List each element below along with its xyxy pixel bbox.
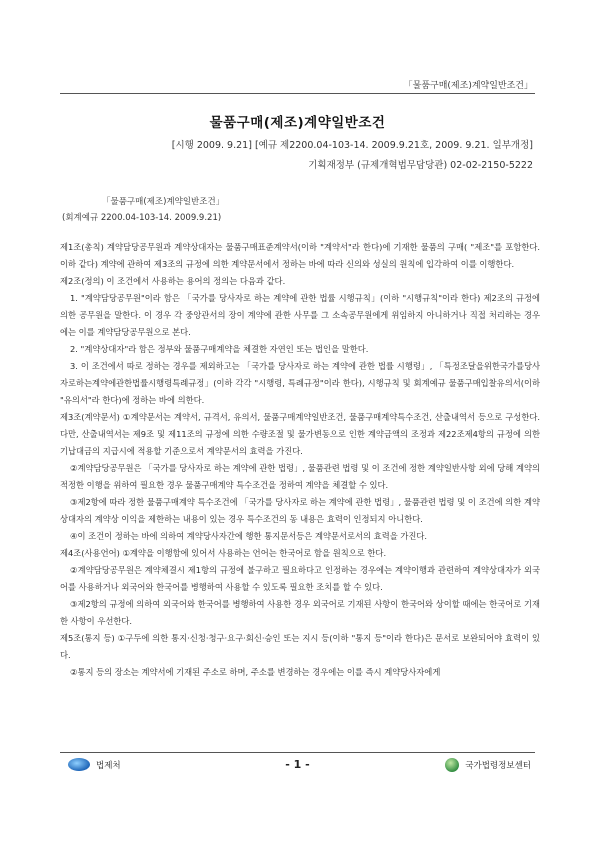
article-3-para-3: ③제2항에 따라 정한 물품구매계약 특수조건에 「국가를 당사자로 하는 계약에 관한 법령」, 물품관련 법령 및 이 조건에 의한 계약상대자의 계약상 이익을 제한하는 내용이 있는 경우 특수조건의 동 내용은 효력이 인정되지 아니한다. xyxy=(60,497,540,524)
footer-right-label: 국가법령정보센터 xyxy=(465,761,531,771)
page-number: - 1 - xyxy=(285,758,310,771)
subtitle-code: (회계예규 2200.04-103-14. 2009.9.21) xyxy=(62,213,222,223)
header-rule xyxy=(60,93,535,94)
subtitle-name: 「물품구매(제조)계약일반조건」 xyxy=(102,197,225,207)
article-5: 제5조(통지 등) ①구두에 의한 통지·신청·청구·요구·회신·승인 또는 지시 등(이하 "통지 등"이라 한다)은 문서로 보완되어야 효력이 있다. xyxy=(60,633,540,660)
footer-right xyxy=(445,758,531,772)
footer-left-label: 법제처 xyxy=(96,760,121,771)
article-3-para-2: ②계약담당공무원은 「국가를 당사자로 하는 계약에 관한 법령」, 물품관련 법령 및 이 조건에 정한 계약일반사항 외에 당해 계약의 적정한 이행을 위하여 필요한 경우 물품구매계약 특수조건을 정하여 계약을 체결할 수 있다. xyxy=(60,463,540,490)
article-4-para-2: ②계약담당공무원은 계약체결시 제1항의 규정에 불구하고 필요하다고 인정하는 경우에는 계약이행과 관련하여 계약상대자가 외국어를 사용하거나 외국어와 한국어를 병행하여 사용할 수 있도록 필요한 조치를 할 수 있다. xyxy=(60,565,540,592)
article-2: 제2조(정의) 이 조건에서 사용하는 용어의 정의는 다음과 같다. xyxy=(60,276,286,286)
header-tag: 「물품구매(제조)계약일반조건」 xyxy=(403,81,533,91)
article-1: 제1조(총칙) 계약담당공무원과 계약상대자는 물품구매표준계약서(이하 "계약서"라 한다)에 기재한 물품의 구매( "제조"를 포함한다. 이하 같다) 계약에 관하여 제3조의 규정에 의한 계약문서에서 정하는 바에 따라 신의와 성실의 원칙에 입각하여 이를 이행한다. xyxy=(60,242,540,269)
article-2-item-3: 3. 이 조건에서 따로 정하는 경우를 제외하고는 「국가를 당사자로 하는 계약에 관한 법률 시행령」, 「특정조달을위한국가를당사자로하는계약에관한법률시행령특례규정」(이하 각각 "시행령, 특례규정"이라 한다), 시행규칙 및 회계예규 물품구매입찰유의서(이하 "유의서"라 한다)에 정하는 바에 의한다. xyxy=(60,361,540,405)
ministry-contact: 기획재정부 (규제개혁법무담당관) 02-02-2150-5222 xyxy=(308,160,533,171)
article-3-para-4: ④이 조건이 정하는 바에 의하여 계약당사자간에 행한 통지문서등은 계약문서로서의 효력을 가진다. xyxy=(70,531,428,541)
article-4: 제4조(사용언어) ①계약을 이행함에 있어서 사용하는 언어는 한국어로 함을 원칙으로 한다. xyxy=(60,548,387,558)
footer-rule xyxy=(60,752,535,753)
article-3: 제3조(계약문서) ①계약문서는 계약서, 규격서, 유의서, 물품구매계약일반조건, 물품구매계약특수조건, 산출내역서 등으로 구성한다. 다만, 산출내역서는 제9조 및 제11조의 규정에 의한 수량조절 및 물가변동으로 인한 계약금액의 조정과 제22조제4항의 규정에 의한 기납대금의 지급시에 적용할 기준으로서 계약문서의 효력을 가진다. xyxy=(60,412,540,456)
article-2-item-1: 1. "계약담당공무원"이라 함은 「국가를 당사자로 하는 계약에 관한 법률 시행규칙」(이하 "시행규칙"이라 한다) 제2조의 규정에 의한 공무원을 말한다. 이 경우 각 중앙관서의 장이 계약에 관한 사무를 그 소속공무원에게 위임하지 아니하거나 직접 처리하는 경우에는 이를 계약담당공무원으로 본다. xyxy=(60,293,540,337)
article-4-para-3: ③제2항의 규정에 의하여 외국어와 한국어를 병행하여 사용한 경우 외국어로 기재된 사항이 한국어와 상이할 때에는 한국어로 기재한 사항이 우선한다. xyxy=(60,599,540,626)
page-footer xyxy=(60,758,535,778)
document-title: 물품구매(제조)계약일반조건 xyxy=(209,115,386,131)
article-2-item-2: 2. "계약상대자"라 함은 정부와 물품구매계약을 체결한 자연인 또는 법인을 말한다. xyxy=(70,344,369,354)
enforcement-info: [시행 2009. 9.21] [예규 제2200.04-103-14. 2009.9.21호, 2009. 9.21. 일부개정] xyxy=(171,140,533,151)
article-5-para-2: ②통지 등의 장소는 계약서에 기재된 주소로 하며, 주소를 변경하는 경우에는 이를 즉시 계약당사자에게 xyxy=(70,667,441,677)
document-body xyxy=(60,239,540,681)
law-center-logo-icon xyxy=(445,758,459,772)
